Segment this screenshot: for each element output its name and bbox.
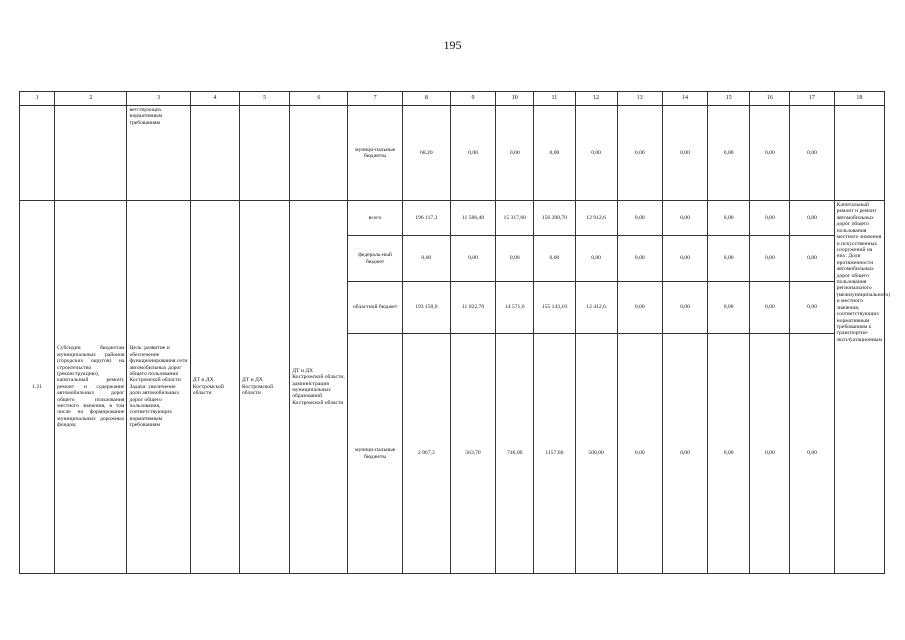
value-cell: 12 912,6 bbox=[575, 201, 617, 236]
value-cell: 1157,60 bbox=[534, 334, 575, 574]
col-number: 12 bbox=[575, 92, 617, 106]
value-cell: 0,00 bbox=[450, 106, 495, 201]
value-cell: 746,00 bbox=[496, 334, 534, 574]
cell-empty bbox=[55, 106, 127, 201]
col-number: 14 bbox=[662, 92, 707, 106]
value-cell: 2 967,3 bbox=[402, 334, 450, 574]
value-cell: 0,00 bbox=[750, 236, 790, 282]
value-cell: 0,00 bbox=[662, 282, 707, 334]
value-cell: 0,00 bbox=[402, 236, 450, 282]
col-number: 8 bbox=[402, 92, 450, 106]
value-cell: 0,00 bbox=[575, 236, 617, 282]
value-cell: 0,00 bbox=[496, 106, 534, 201]
goal-continued-cell: ветствующих нормативным требованиям bbox=[127, 106, 190, 201]
value-cell: 155 143,10 bbox=[534, 282, 575, 334]
col-number: 11 bbox=[534, 92, 575, 106]
col-number: 18 bbox=[834, 92, 884, 106]
cell-empty bbox=[190, 106, 239, 201]
value-cell: 0,00 bbox=[662, 236, 707, 282]
col-number: 13 bbox=[617, 92, 662, 106]
cell-empty bbox=[20, 106, 55, 201]
budget-label-cell: муници-пальные бюджеты bbox=[348, 106, 402, 201]
cell-empty bbox=[239, 106, 289, 201]
value-cell: 500,00 bbox=[575, 334, 617, 574]
value-cell: 156 390,70 bbox=[534, 201, 575, 236]
col-number: 9 bbox=[450, 92, 495, 106]
value-cell: 0,00 bbox=[790, 236, 834, 282]
col-number: 17 bbox=[790, 92, 834, 106]
col-number: 15 bbox=[708, 92, 750, 106]
value-cell: 0,00 bbox=[617, 282, 662, 334]
value-cell: 0,00 bbox=[790, 201, 834, 236]
value-cell: 0,00 bbox=[662, 201, 707, 236]
value-cell: 0,00 bbox=[662, 334, 707, 574]
value-cell: 0,00 bbox=[708, 236, 750, 282]
value-cell: 0,00 bbox=[790, 106, 834, 201]
table-row bbox=[20, 106, 885, 201]
cell-empty bbox=[290, 106, 348, 201]
value-cell: 0,00 bbox=[708, 201, 750, 236]
value-cell: 0,00 bbox=[750, 201, 790, 236]
value-cell: 196 117,3 bbox=[402, 201, 450, 236]
budget-label-cell: всего bbox=[348, 201, 402, 236]
value-cell: 11 022,70 bbox=[450, 282, 495, 334]
value-cell: 15 317,60 bbox=[496, 201, 534, 236]
value-cell: 0,00 bbox=[534, 236, 575, 282]
value-cell: 12 412,6 bbox=[575, 282, 617, 334]
cell-empty bbox=[834, 106, 884, 201]
value-cell: 14 571,6 bbox=[496, 282, 534, 334]
value-cell: 0,00 bbox=[708, 334, 750, 574]
col-number: 2 bbox=[55, 92, 127, 106]
budget-label-cell: федераль-ный бюджет bbox=[348, 236, 402, 282]
table-row bbox=[20, 201, 885, 236]
value-cell: 0,00 bbox=[750, 106, 790, 201]
budget-label-cell: муници-пальные бюджеты bbox=[348, 334, 402, 574]
value-cell: 0,00 bbox=[450, 236, 495, 282]
value-cell: 0,00 bbox=[708, 282, 750, 334]
indicator-cell: Капитальный ремонт и ремонт автомобильных дорог общего пользования местного значения и искусственных сооружений на них. Доля протяженности автомобильных дорог общего пользования регионального (межмуниципального) и местного значения, соответствующих нормативным требованиям к транспортно-эксплуатационным bbox=[834, 201, 884, 574]
col-number: 16 bbox=[750, 92, 790, 106]
value-cell: 0,00 bbox=[575, 106, 617, 201]
col-number: 5 bbox=[239, 92, 289, 106]
col-number: 4 bbox=[190, 92, 239, 106]
item-number-cell: 1.21 bbox=[20, 201, 55, 574]
col-number: 10 bbox=[496, 92, 534, 106]
column-number-row bbox=[20, 92, 885, 106]
value-cell: 0,00 bbox=[617, 106, 662, 201]
participants-cell: ДТ и ДХ Костромской области, администрация муниципальных образований Костромской области bbox=[290, 201, 348, 574]
col-number: 6 bbox=[290, 92, 348, 106]
value-cell: 0,00 bbox=[617, 236, 662, 282]
value-cell: 11 586,40 bbox=[450, 201, 495, 236]
value-cell: 0,00 bbox=[617, 334, 662, 574]
value-cell: 0,00 bbox=[662, 106, 707, 201]
value-cell: 563,70 bbox=[450, 334, 495, 574]
executor-cell: ДТ и ДХ Костромской области bbox=[190, 201, 239, 574]
budget-label-cell: областной бюджет bbox=[348, 282, 402, 334]
value-cell: 0,00 bbox=[750, 334, 790, 574]
value-cell: 0,00 bbox=[750, 282, 790, 334]
executor-cell: ДТ и ДХ Костромской области bbox=[239, 201, 289, 574]
page-number: 195 bbox=[443, 38, 462, 52]
value-cell: 193 150,0 bbox=[402, 282, 450, 334]
value-cell: 0,00 bbox=[790, 282, 834, 334]
value-cell: 0,00 bbox=[708, 106, 750, 201]
col-number: 3 bbox=[127, 92, 190, 106]
value-cell: 0,00 bbox=[617, 201, 662, 236]
item-name-cell: Субсидии бюджетам муниципальных районов (городских округов) на строительство (реконструкцию), капитальный ремонт, ремонт и содержание автомобильных дорог общего пользования местного значения, в том числе на формирование муниципальных дорожных фондов; bbox=[55, 201, 127, 574]
col-number: 7 bbox=[348, 92, 402, 106]
goal-cell: Цель: развитие и обеспечение функционирования сети автомобильных дорог общего пользования Костромской области Задача: увеличение доли автомобильных дорог общего пользования, соответствующих нормативным требованиям bbox=[127, 201, 190, 574]
value-cell: 0,00 bbox=[790, 334, 834, 574]
value-cell: 68,20 bbox=[402, 106, 450, 201]
program-table bbox=[19, 91, 891, 574]
value-cell: 0,00 bbox=[496, 236, 534, 282]
col-number: 1 bbox=[20, 92, 55, 106]
value-cell: 0,00 bbox=[534, 106, 575, 201]
